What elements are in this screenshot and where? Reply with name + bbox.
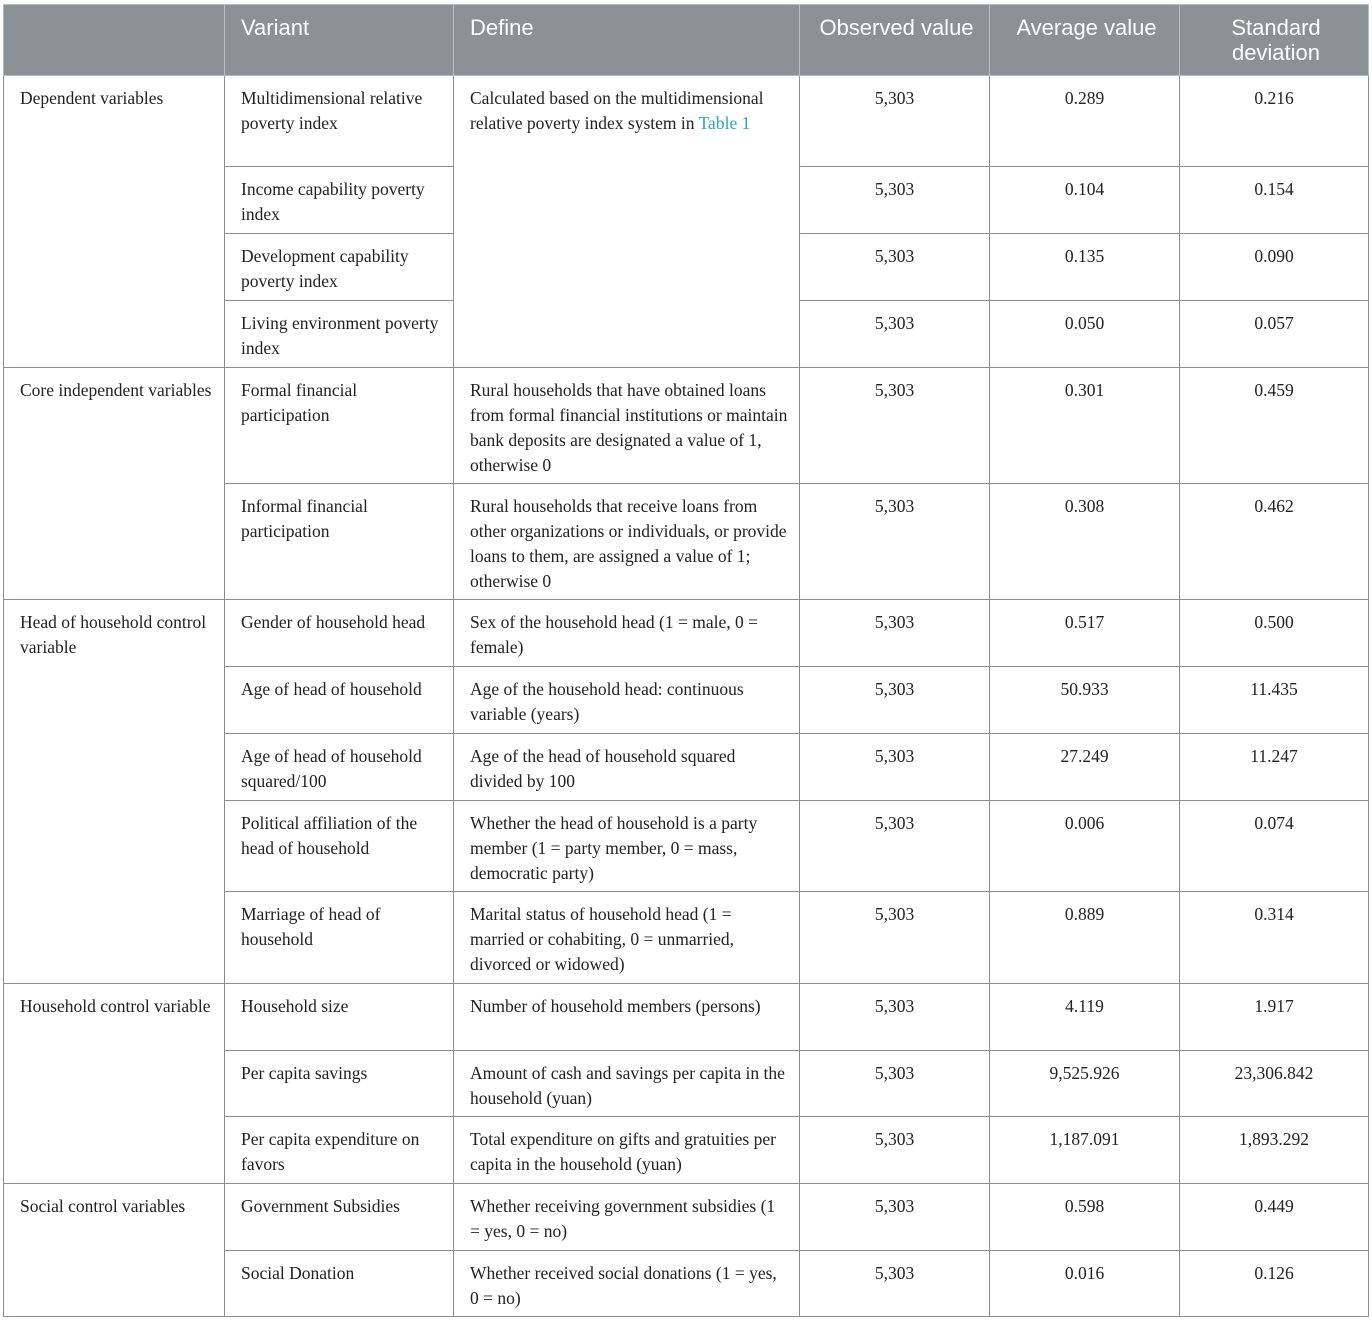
variant-cell: Age of head of household (225, 667, 454, 734)
average-cell: 0.301 (990, 368, 1180, 484)
average-cell: 0.050 (990, 301, 1180, 368)
statistics-table (3, 4, 1369, 1317)
average-cell: 0.104 (990, 167, 1180, 234)
average-cell: 0.598 (990, 1184, 1180, 1251)
define-cell (454, 76, 800, 368)
variant-cell: Informal financial participation (225, 484, 454, 600)
observed-cell: 5,303 (800, 600, 990, 667)
average-cell: 4.119 (990, 984, 1180, 1051)
sd-cell: 0.216 (1180, 76, 1369, 167)
header-blank (4, 5, 225, 76)
header-standard-deviation: Standard deviation (1180, 5, 1369, 76)
table-row (4, 1184, 1369, 1251)
table-body (4, 76, 1369, 1317)
define-cell: Whether receiving government subsidies (1 = yes, 0 = no) (454, 1184, 800, 1251)
header-define: Define (454, 5, 800, 76)
table-1-link[interactable]: Table 1 (698, 113, 751, 133)
table-row (4, 600, 1369, 667)
sd-cell: 1,893.292 (1180, 1117, 1369, 1184)
observed-cell: 5,303 (800, 1251, 990, 1317)
observed-cell: 5,303 (800, 984, 990, 1051)
variant-cell: Income capability poverty index (225, 167, 454, 234)
table-row (4, 76, 1369, 167)
variant-cell: Government Subsidies (225, 1184, 454, 1251)
header-row (4, 5, 1369, 76)
average-cell: 0.517 (990, 600, 1180, 667)
average-cell: 0.016 (990, 1251, 1180, 1317)
observed-cell: 5,303 (800, 1184, 990, 1251)
sd-cell: 0.074 (1180, 801, 1369, 892)
table-row (4, 368, 1369, 484)
sd-cell: 0.459 (1180, 368, 1369, 484)
sd-cell: 1.917 (1180, 984, 1369, 1051)
average-cell: 1,187.091 (990, 1117, 1180, 1184)
average-cell: 27.249 (990, 734, 1180, 801)
average-cell: 50.933 (990, 667, 1180, 734)
sd-cell: 0.090 (1180, 234, 1369, 301)
define-cell: Total expenditure on gifts and gratuities per capita in the household (yuan) (454, 1117, 800, 1184)
observed-cell: 5,303 (800, 234, 990, 301)
variant-cell: Formal financial participation (225, 368, 454, 484)
observed-cell: 5,303 (800, 801, 990, 892)
define-cell: Age of the household head: continuous variable (years) (454, 667, 800, 734)
sd-cell: 0.314 (1180, 892, 1369, 984)
variant-cell: Gender of household head (225, 600, 454, 667)
average-cell: 0.889 (990, 892, 1180, 984)
define-text: Calculated based on the multidimensional relative poverty index system in (470, 88, 764, 133)
observed-cell: 5,303 (800, 167, 990, 234)
sd-cell: 11.435 (1180, 667, 1369, 734)
variant-cell: Marriage of head of household (225, 892, 454, 984)
define-cell: Whether the head of household is a party member (1 = party member, 0 = mass, democratic party) (454, 801, 800, 892)
observed-cell: 5,303 (800, 1117, 990, 1184)
define-cell: Rural households that receive loans from other organizations or individuals, or provide loans to them, are assigned a value of 1; otherwise 0 (454, 484, 800, 600)
sd-cell: 0.154 (1180, 167, 1369, 234)
observed-cell: 5,303 (800, 667, 990, 734)
define-cell: Marital status of household head (1 = married or cohabiting, 0 = unmarried, divorced or widowed) (454, 892, 800, 984)
header-average-value: Average value (990, 5, 1180, 76)
define-cell: Sex of the household head (1 = male, 0 = female) (454, 600, 800, 667)
sd-cell: 0.462 (1180, 484, 1369, 600)
average-cell: 0.308 (990, 484, 1180, 600)
observed-cell: 5,303 (800, 484, 990, 600)
variant-cell: Per capita expenditure on favors (225, 1117, 454, 1184)
observed-cell: 5,303 (800, 1051, 990, 1117)
sd-cell: 11.247 (1180, 734, 1369, 801)
variant-cell: Political affiliation of the head of household (225, 801, 454, 892)
average-cell: 9,525.926 (990, 1051, 1180, 1117)
average-cell: 0.006 (990, 801, 1180, 892)
sd-cell: 0.057 (1180, 301, 1369, 368)
observed-cell: 5,303 (800, 734, 990, 801)
group-cell-social: Social control variables (4, 1184, 225, 1317)
group-cell-dependent: Dependent variables (4, 76, 225, 368)
header-observed-value: Observed value (800, 5, 990, 76)
header-variant: Variant (225, 5, 454, 76)
variant-cell: Living environment poverty index (225, 301, 454, 368)
observed-cell: 5,303 (800, 892, 990, 984)
define-cell: Amount of cash and savings per capita in the household (yuan) (454, 1051, 800, 1117)
sd-cell: 0.500 (1180, 600, 1369, 667)
variant-cell: Age of head of household squared/100 (225, 734, 454, 801)
define-cell: Age of the head of household squared divided by 100 (454, 734, 800, 801)
table-header (4, 5, 1369, 76)
define-cell: Whether received social donations (1 = yes, 0 = no) (454, 1251, 800, 1317)
variant-cell: Development capability poverty index (225, 234, 454, 301)
sd-cell: 23,306.842 (1180, 1051, 1369, 1117)
sd-cell: 0.126 (1180, 1251, 1369, 1317)
variant-cell: Multidimensional relative poverty index (225, 76, 454, 167)
sd-cell: 0.449 (1180, 1184, 1369, 1251)
variant-cell: Per capita savings (225, 1051, 454, 1117)
group-cell-household: Household control variable (4, 984, 225, 1184)
observed-cell: 5,303 (800, 301, 990, 368)
variant-cell: Social Donation (225, 1251, 454, 1317)
group-cell-head: Head of household control variable (4, 600, 225, 984)
average-cell: 0.289 (990, 76, 1180, 167)
define-cell: Number of household members (persons) (454, 984, 800, 1051)
define-cell: Rural households that have obtained loans from formal financial institutions or maintain bank deposits are designated a value of 1, otherwise 0 (454, 368, 800, 484)
average-cell: 0.135 (990, 234, 1180, 301)
observed-cell: 5,303 (800, 76, 990, 167)
table-row (4, 984, 1369, 1051)
group-cell-core: Core independent variables (4, 368, 225, 600)
variant-cell: Household size (225, 984, 454, 1051)
observed-cell: 5,303 (800, 368, 990, 484)
